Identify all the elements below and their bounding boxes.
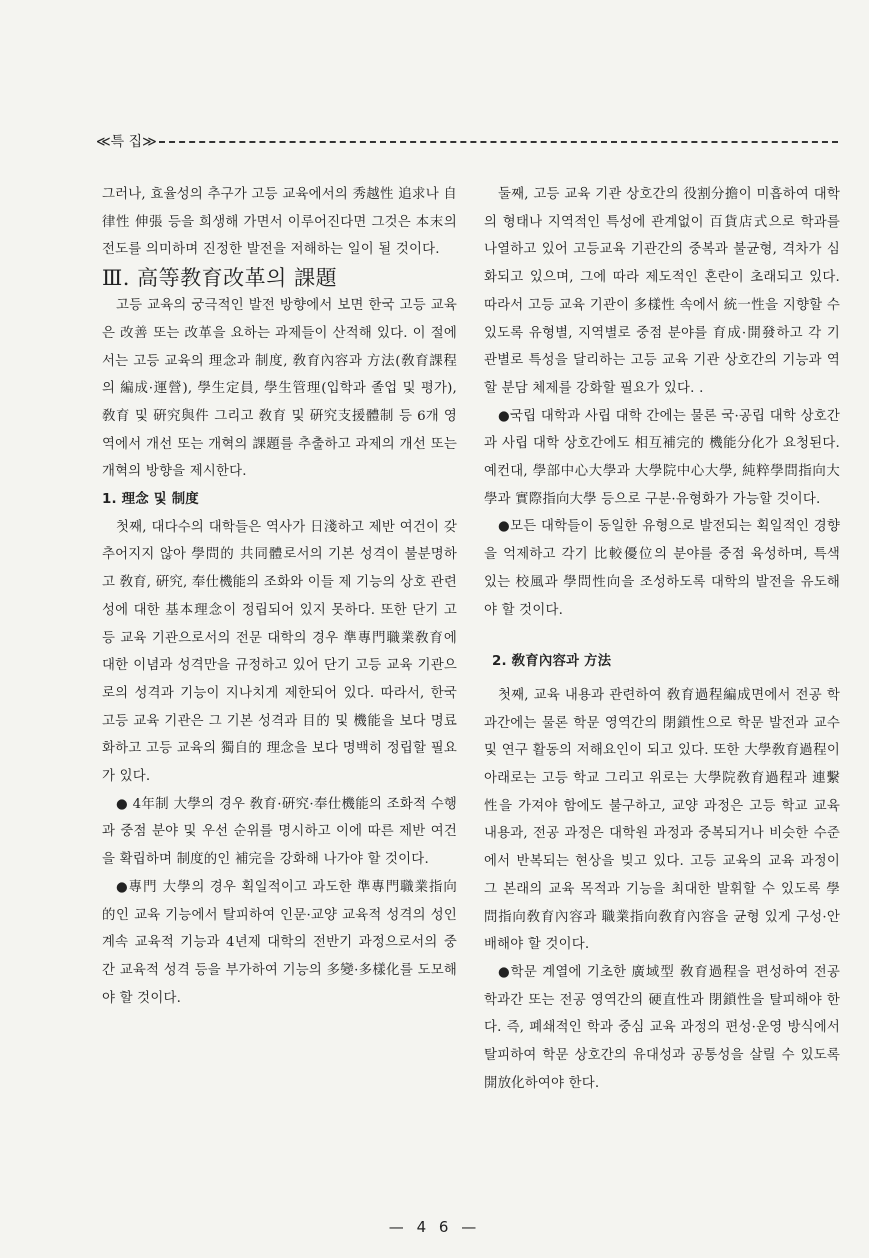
paragraph: 첫째, 대다수의 대학들은 역사가 日淺하고 제반 여건이 갖추어지지 않아 學問的 共同體로서의 기본 성격이 불분명하고 敎育, 硏究, 奉仕機能의 조화와 이들 제 기능의 상호 관련성에 대한 基本理念이 정립되어 있지 못하다. 또한 단기 고등 교육 기관으로서의 전문 대학의 경우 準專門職業敎育에 대한 이념과 성격만을 규정하고 있어 단기 고등 교육 기관으로의 성격과 기능이 지나치게 제한되어 있다. 따라서, 한국 고등 교육 기관은 그 기본 성격과 目的 및 機能을 보다 명료화하고 고등 교육의 獨自的 理念을 보다 명백히 정립할 필요가 있다.: [102, 519, 457, 785]
left-column: [102, 181, 457, 1012]
page-number: — 4 6 —: [388, 1218, 481, 1236]
bullet-paragraph: ●모든 대학들이 동일한 유형으로 발전되는 획일적인 경향을 억제하고 각기 比較優位의 분야를 중점 육성하며, 특색 있는 校風과 學問性向을 조성하도록 대학의 발전을 유도해야 할 것이다.: [484, 519, 840, 618]
header-dashed-rule: [159, 141, 838, 143]
section-heading: Ⅲ. 高等教育改革의 課題: [102, 266, 338, 291]
paragraph: 둘째, 고등 교육 기관 상호간의 役割分擔이 미흡하여 대학의 형태나 지역적인 특성에 관계없이 百貨店式으로 학과를 나열하고 있어 고등교육 기관간의 중복과 불균형, 격차가 심화되고 있으며, 그에 따라 제도적인 혼란이 초래되고 있다. 따라서 고등 교육 기관이 多樣性 속에서 統一性을 지향할 수 있도록 유형별, 지역별로 중점 분야를 育成·開發하고 각 기관별로 특성을 달리하는 고등 교육 기관 상호간의 기능과 역할 분담 체제를 강화할 필요가 있다. .: [484, 187, 840, 396]
right-column: [484, 181, 840, 1098]
bullet-paragraph: ●국립 대학과 사립 대학 간에는 물론 국·공립 대학 상호간과 사립 대학 상호간에도 相互補完的 機能分化가 요청된다. 예컨대, 學部中心大學과 大學院中心大學, 純粹學問指向大學과 實際指向大學 등으로 구분·유형화가 가능할 것이다.: [484, 408, 840, 507]
bullet-paragraph: ● 4年制 大學의 경우 敎育·硏究·奉仕機能의 조화적 수행과 중점 분야 및 우선 순위를 명시하고 이에 따른 제반 여건을 확립하며 制度的인 補完을 강화해 나가야 할 것이다.: [102, 796, 457, 868]
subsection-heading-2: 2. 敎育內容과 方法: [492, 654, 612, 670]
bullet-paragraph: ●專門 大學의 경우 획일적이고 과도한 準專門職業指向的인 교육 기능에서 탈피하여 인문·교양 교육적 성격의 성인 계속 교육적 기능과 4년제 대학의 전반기 과정으로서의 중간 교육적 성격 등을 부가하여 기능의 多變·多樣化를 도모해야 할 것이다.: [102, 879, 457, 1006]
running-header: [96, 131, 838, 151]
paragraph: 첫째, 교육 내용과 관련하여 敎育過程編成면에서 전공 학과간에는 물론 학문 영역간의 閉鎖性으로 학문 발전과 교수 및 연구 활동의 저해요인이 되고 있다. 또한 大學敎育過程이 아래로는 고등 학교 그리고 위로는 大學院敎育過程과 連繫性을 가져야 함에도 불구하고, 교양 과정은 고등 학교 교육 내용과, 전공 과정은 대학원 과정과 중복되거나 비슷한 수준에서 반복되는 현상을 빚고 있다. 고등 교육의 교육 과정이 그 본래의 교육 목적과 기능을 최대한 발휘할 수 있도록 學問指向敎育內容과 職業指向敎育內容을 균형 있게 구성·안배해야 할 것이다.: [484, 687, 840, 953]
section-paragraph: 고등 교육의 궁극적인 발전 방향에서 보면 한국 고등 교육은 改善 또는 改革을 요하는 과제들이 산적해 있다. 이 절에서는 고등 교육의 理念과 制度, 敎育內容과 方法(敎育課程의 編成·運營), 學生定員, 學生管理(입학과 졸업 및 평가), 敎育 및 硏究與件 그리고 敎育 및 硏究支援體制 등 6개 영역에서 개선 또는 개혁의 課題를 추출하고 과제의 개선 또는 개혁의 방향을 제시한다.: [102, 298, 457, 480]
bullet-paragraph: ●학문 계열에 기초한 廣域型 敎育過程을 편성하여 전공 학과간 또는 전공 영역간의 硬直性과 閉鎖性을 탈피해야 한다. 즉, 폐쇄적인 학과 중심 교육 과정의 편성·운영 방식에서 탈피하여 학문 상호간의 유대성과 공통성을 살릴 수 있도록 開放化하여야 한다.: [484, 964, 840, 1091]
subsection-heading-1: 1. 理念 및 制度: [102, 492, 199, 508]
section-label: ≪특 집≫: [96, 134, 157, 150]
intro-paragraph: 그러나, 효율성의 추구가 고등 교육에서의 秀越性 追求나 自律性 伸張 등을 희생해 가면서 이루어진다면 그것은 本末의 전도를 의미하며 진정한 발전을 저해하는 일이 될 것이다.: [102, 187, 457, 258]
